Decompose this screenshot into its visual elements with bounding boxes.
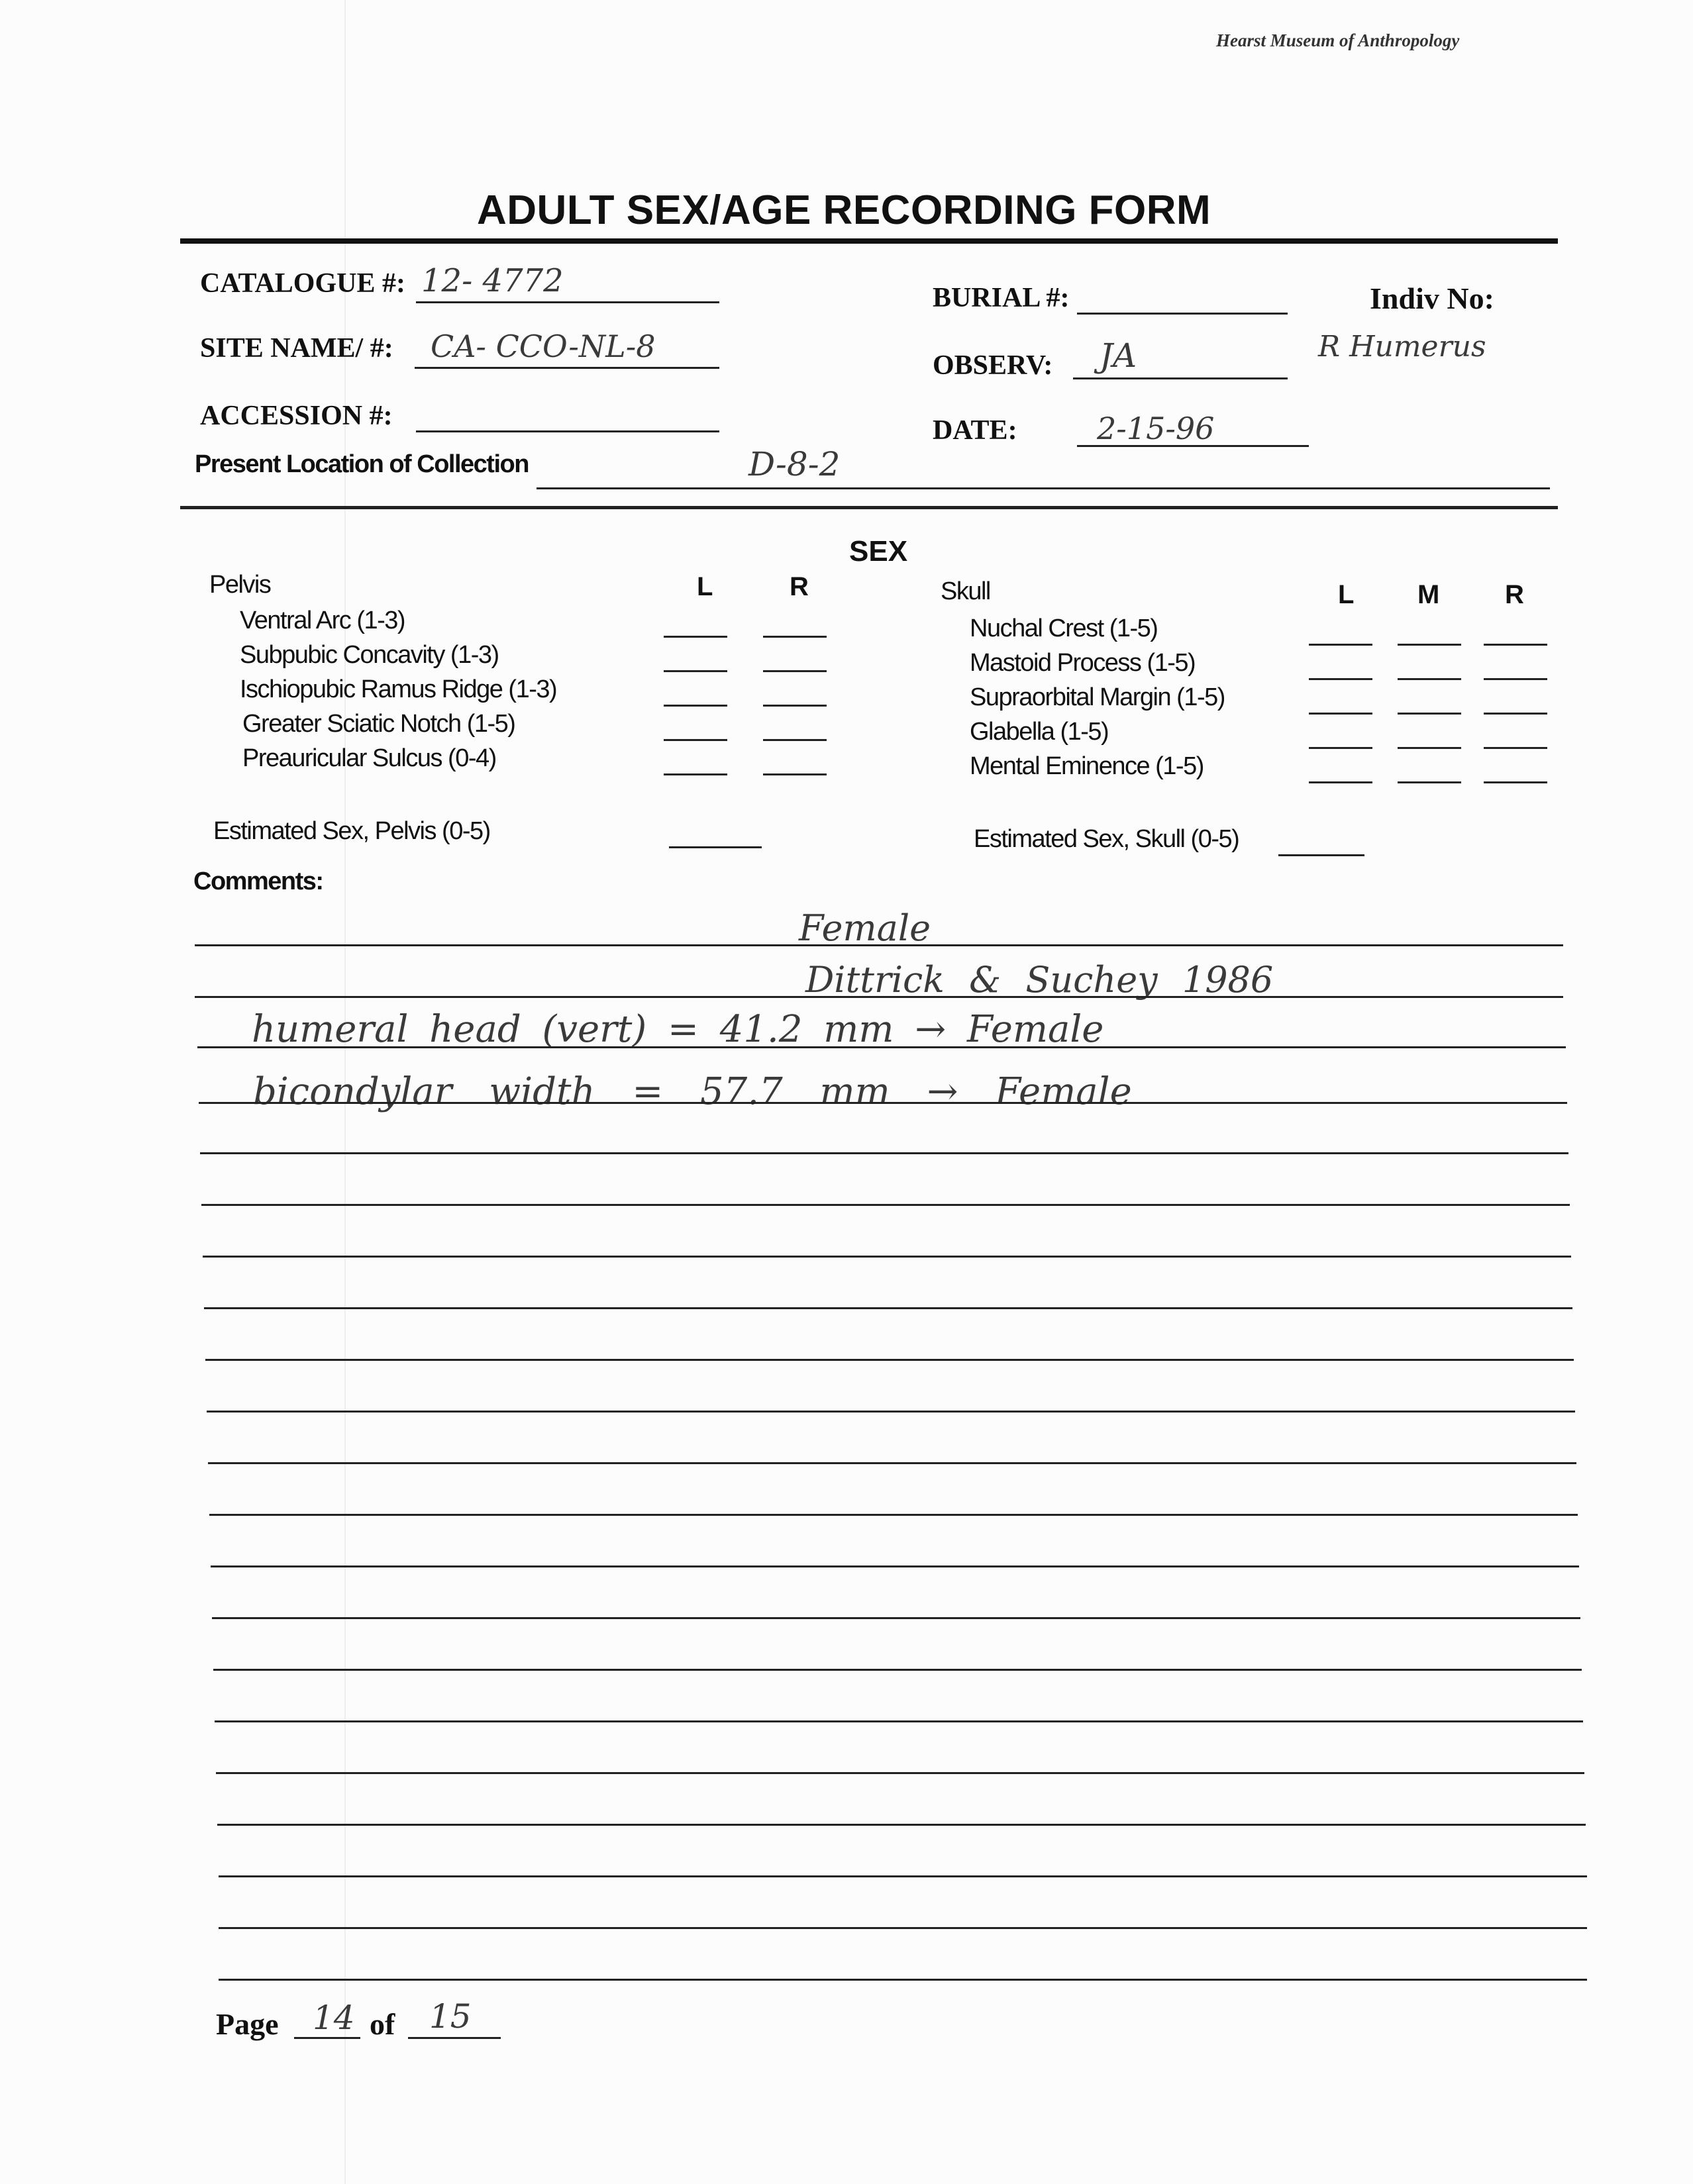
pelvis-item: Preauricular Sulcus (0-4) (242, 744, 496, 772)
comment-rule (208, 1462, 1576, 1464)
skull-item: Supraorbital Margin (1-5) (970, 683, 1225, 711)
skull-item: Mastoid Process (1-5) (970, 649, 1196, 677)
accession-label: ACCESSION #: (200, 401, 393, 431)
section-rule (180, 506, 1558, 509)
site-label: SITE NAME/ #: (200, 333, 393, 364)
date-label: DATE: (933, 415, 1017, 446)
comment-rule (213, 1669, 1582, 1671)
site-value: CA- CCO-NL-8 (431, 328, 656, 364)
skull-blank (1398, 713, 1461, 715)
catalogue-label: CATALOGUE #: (200, 268, 405, 299)
pelvis-blank (763, 773, 827, 775)
comment-rule (211, 1565, 1579, 1567)
comment-rule (207, 1411, 1575, 1413)
comment-rule (200, 1152, 1568, 1154)
comment-rule (209, 1514, 1578, 1516)
skull-blank (1309, 644, 1372, 646)
page-number-blank (294, 2037, 360, 2039)
date-value: 2-15-96 (1097, 411, 1215, 446)
comment-rule (195, 944, 1563, 946)
pelvis-blank (763, 636, 827, 638)
estimated-sex-pelvis-label: Estimated Sex, Pelvis (0-5) (213, 817, 490, 845)
pelvis-item: Greater Sciatic Notch (1-5) (242, 710, 515, 738)
estimated-sex-skull-blank (1278, 854, 1364, 856)
pelvis-blank (664, 636, 727, 638)
page-number: 14 (313, 1999, 355, 2037)
page-label: Page (216, 2007, 279, 2041)
pelvis-blank (763, 670, 827, 672)
skull-col-m: M (1417, 580, 1440, 609)
comment-line-2: Dittrick & Suchey 1986 (805, 959, 1274, 1001)
comment-rule (219, 1979, 1587, 1981)
skull-blank (1484, 781, 1547, 783)
total-pages: 15 (429, 1997, 472, 2036)
of-label: of (370, 2007, 395, 2041)
comment-rule (219, 1927, 1587, 1929)
comment-rule (219, 1875, 1587, 1877)
observ-label: OBSERV: (933, 350, 1053, 381)
skull-blank (1484, 644, 1547, 646)
date-blank (1077, 445, 1309, 447)
pelvis-blank (763, 739, 827, 741)
skull-blank (1309, 781, 1372, 783)
pelvis-blank (664, 670, 727, 672)
pelvis-item: Ventral Arc (1-3) (240, 607, 405, 634)
comment-rule (204, 1307, 1572, 1309)
skull-blank (1398, 678, 1461, 680)
estimated-sex-skull-label: Estimated Sex, Skull (0-5) (974, 825, 1239, 853)
pelvis-blank (763, 705, 827, 707)
catalogue-blank (416, 301, 719, 303)
pelvis-col-r: R (790, 572, 809, 601)
comment-rule (197, 1046, 1566, 1048)
comment-rule (216, 1772, 1584, 1774)
location-label: Present Location of Collection (195, 450, 529, 478)
comment-line-4: bicondylar width = 57.7 mm → Female (253, 1070, 1132, 1113)
skull-blank (1398, 781, 1461, 783)
comment-rule (201, 1204, 1570, 1206)
burial-label: BURIAL #: (933, 283, 1070, 313)
location-value: D-8-2 (748, 445, 841, 483)
comment-line-1: Female (799, 907, 931, 949)
pelvis-item: Subpubic Concavity (1-3) (240, 641, 499, 669)
pelvis-heading: Pelvis (209, 571, 271, 599)
indiv-value: R Humerus (1318, 330, 1486, 364)
catalogue-value: 12- 4772 (421, 262, 564, 299)
skull-item: Glabella (1-5) (970, 718, 1109, 746)
skull-item: Nuchal Crest (1-5) (970, 615, 1158, 642)
comment-rule (205, 1359, 1574, 1361)
skull-blank (1484, 713, 1547, 715)
skull-blank (1484, 747, 1547, 749)
title-rule (180, 238, 1558, 244)
skull-blank (1398, 747, 1461, 749)
comment-rule (195, 996, 1563, 998)
accession-blank (416, 430, 719, 432)
site-blank (415, 367, 719, 369)
total-pages-blank (408, 2037, 501, 2039)
location-blank (537, 487, 1550, 489)
indiv-label: Indiv No: (1370, 281, 1494, 315)
estimated-sex-pelvis-blank (669, 846, 762, 848)
pelvis-col-l: L (697, 572, 713, 601)
museum-stamp: Hearst Museum of Anthropology (1216, 30, 1460, 50)
burial-blank (1077, 313, 1288, 315)
pelvis-blank (664, 739, 727, 741)
comment-line-3: humeral head (vert) = 41.2 mm → Female (252, 1008, 1104, 1051)
pelvis-blank (664, 705, 727, 707)
skull-item: Mental Eminence (1-5) (970, 752, 1204, 780)
skull-blank (1309, 713, 1372, 715)
skull-blank (1309, 747, 1372, 749)
observ-blank (1073, 377, 1288, 379)
observer-initials: JA (1100, 336, 1137, 375)
skull-blank (1484, 678, 1547, 680)
skull-col-r: R (1505, 580, 1524, 609)
form-title: ADULT SEX/AGE RECORDING FORM (477, 187, 1211, 233)
comment-rule (215, 1720, 1583, 1722)
comments-label: Comments: (193, 868, 323, 895)
comment-rule (217, 1824, 1586, 1826)
skull-blank (1309, 678, 1372, 680)
comment-rule (212, 1617, 1580, 1619)
pelvis-item: Ischiopubic Ramus Ridge (1-3) (240, 675, 557, 703)
skull-heading: Skull (941, 577, 990, 605)
skull-blank (1398, 644, 1461, 646)
comment-rule (203, 1256, 1571, 1258)
skull-col-l: L (1338, 580, 1355, 609)
sex-title: SEX (849, 535, 908, 568)
comment-rule (199, 1102, 1567, 1104)
pelvis-blank (664, 773, 727, 775)
